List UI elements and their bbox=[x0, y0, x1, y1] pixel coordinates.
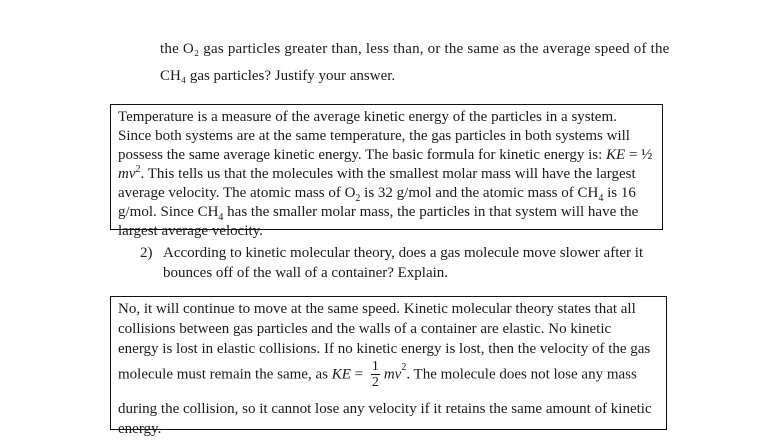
answer-box-1 bbox=[110, 104, 663, 239]
answer-2-line-4-text: molecule must remain the same, as bbox=[118, 366, 332, 383]
answer-1-line-1: Temperature is a measure of the average kinetic energy of the particles in a system. bbox=[118, 109, 617, 125]
answer-box-2 bbox=[110, 296, 667, 437]
answer-1-line-5-text-b: is 32 g/mol and the atomic mass of CH bbox=[360, 185, 599, 201]
fraction-denominator: 2 bbox=[371, 375, 379, 390]
question-1-continuation: CH₄ gas particles? Justify your answer. bbox=[160, 68, 396, 84]
exponent: 2 bbox=[401, 361, 407, 373]
answer-1-line-6-text-b: has the smaller molar mass, the particles in that system will have the bbox=[223, 204, 639, 220]
mv-symbol: mv bbox=[383, 366, 402, 383]
equals-sign: = bbox=[350, 366, 367, 383]
fraction-numerator: 1 bbox=[371, 359, 379, 374]
answer-1-line-6-text: g/mol. Since CH bbox=[118, 204, 219, 220]
cut-off-question-text: the O₂ gas particles greater than, less than, or the same as the average speed of the bbox=[160, 41, 670, 57]
answer-2-line-3: energy is lost in elastic collisions. If no kinetic energy is lost, then the velocity of the gas bbox=[118, 341, 651, 357]
answer-2-line-2: collisions between gas particles and the walls of a container are elastic. No kinetic bbox=[118, 321, 612, 337]
answer-2-equation-line bbox=[118, 359, 660, 399]
mv-symbol: mv bbox=[118, 166, 136, 182]
ke-symbol: KE bbox=[331, 366, 351, 383]
answer-2-line-6: energy. bbox=[118, 421, 162, 437]
fraction-one-half bbox=[371, 359, 380, 390]
question-2-text bbox=[163, 243, 643, 283]
answer-2-line-5: during the collision, so it cannot lose any velocity if it retains the same amount of kinetic bbox=[118, 401, 652, 417]
answer-1-line-3-equals: = ½ bbox=[625, 147, 653, 163]
answer-2-line-1: No, it will continue to move at the same speed. Kinetic molecular theory states that all bbox=[118, 301, 636, 317]
answer-1-line-3-text: possess the same average kinetic energy. The basic formula for kinetic energy is: bbox=[118, 147, 607, 163]
answer-2-line-4-text-b: . The molecule does not lose any mass bbox=[406, 366, 637, 383]
cut-off-question-line bbox=[160, 41, 670, 60]
subscript: 4 bbox=[218, 212, 224, 223]
answer-1-line-5-text: average velocity. The atomic mass of O bbox=[118, 185, 356, 201]
answer-1-line-5-text-c: is 16 bbox=[603, 185, 636, 201]
answer-1-line-2: Since both systems are at the same temperature, the gas particles in both systems will bbox=[118, 128, 630, 144]
answer-1-line-4-text: . This tells us that the molecules with the smallest molar mass will have the largest bbox=[140, 166, 636, 182]
answer-1-line-4 bbox=[118, 165, 656, 184]
answer-1-line-5 bbox=[118, 184, 656, 203]
question-2-line-2: bounces off of the wall of a container? Explain. bbox=[163, 265, 449, 281]
answer-1-line-6 bbox=[118, 203, 656, 222]
question-2-number: 2) bbox=[140, 245, 153, 261]
exponent: 2 bbox=[135, 164, 141, 175]
question-2-line-1: According to kinetic molecular theory, does a gas molecule move slower after it bbox=[163, 245, 644, 261]
subscript: 2 bbox=[355, 193, 361, 204]
answer-1-line-7: largest average velocity. bbox=[118, 223, 263, 239]
subscript: 4 bbox=[598, 193, 604, 204]
ke-symbol: KE bbox=[606, 147, 626, 163]
answer-1-line-3 bbox=[118, 146, 656, 165]
